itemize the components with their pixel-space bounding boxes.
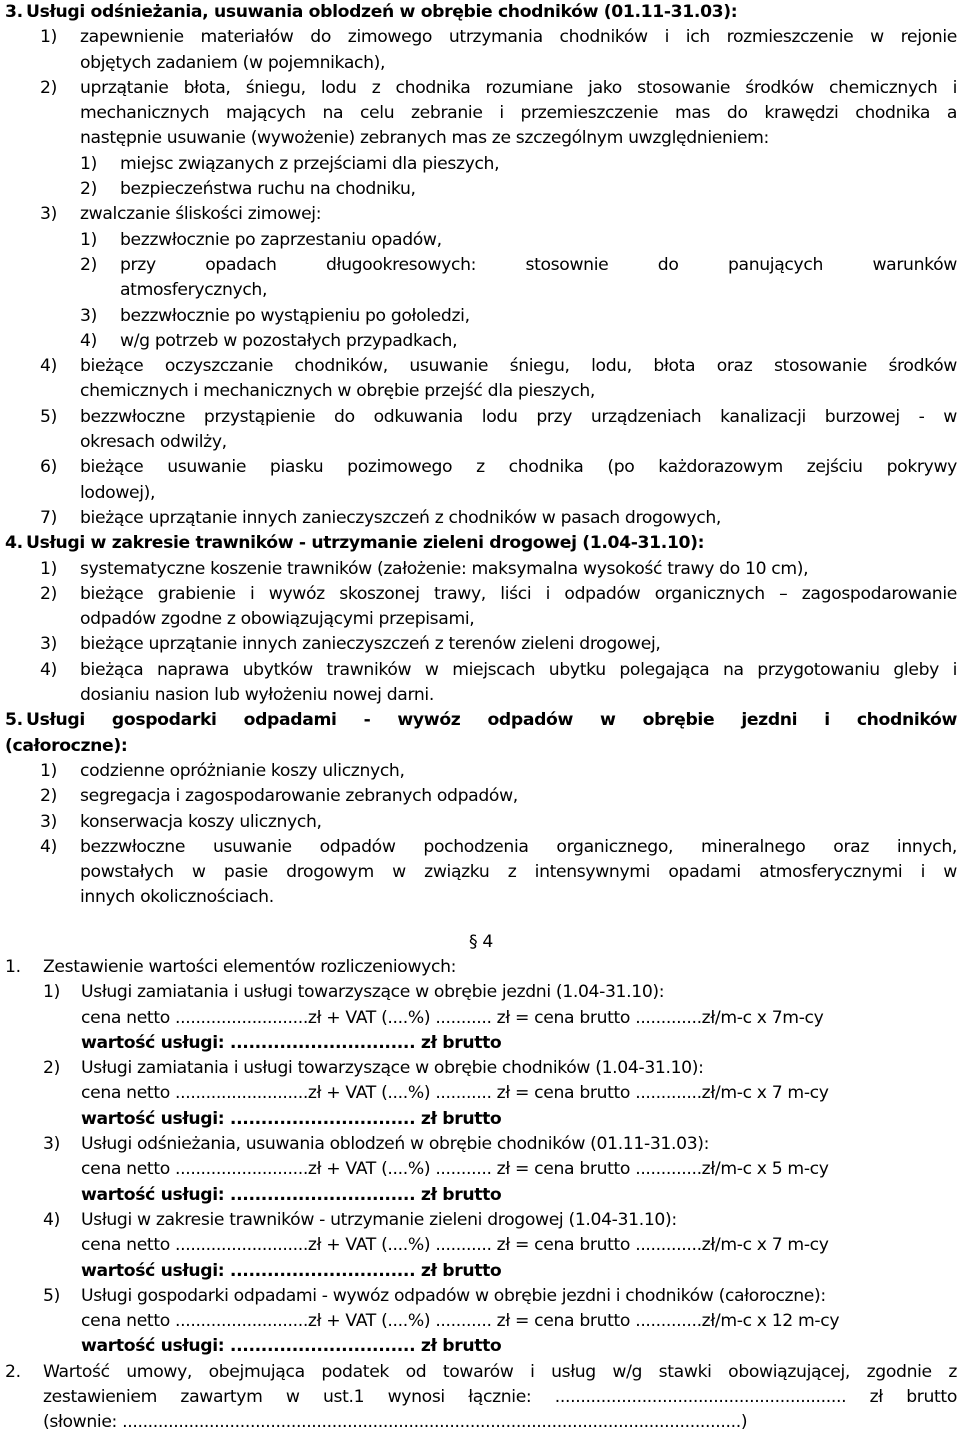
list-item-continuation: chemicznych i mechanicznych w obrębie przejść dla pieszych,	[80, 381, 595, 402]
list-item: 2) bieżące grabienie i wywóz skoszonej trawy, liści i odpadów organicznych – zagospodarowanie	[40, 583, 957, 604]
entry-price-line: cena netto ..........................zł + VAT (....%) ........... zł = cena brutto .............zł/m-c x 7m-cy	[81, 1007, 824, 1028]
point-1: 1. Zestawienie wartości elementów rozliczeniowych:	[5, 956, 457, 977]
section-title-continuation: (całoroczne):	[5, 735, 128, 756]
section-title: Usługi gospodarki odpadami - wywóz odpadów w obrębie jezdni i chodników	[26, 710, 957, 731]
list-item-continuation: innych okolicznościach.	[80, 887, 274, 908]
list-item: 7) bieżące uprzątanie innych zanieczyszczeń z chodników w pasach drogowych,	[40, 507, 721, 528]
list-item: 2) segregacja i zagospodarowanie zebranych odpadów,	[40, 786, 518, 807]
sub-list-item: 1) miejsc związanych z przejściami dla pieszych,	[80, 153, 500, 174]
sub-list-item: 4) w/g potrzeb w pozostałych przypadkach,	[80, 330, 458, 351]
list-item: 4) bieżąca naprawa ubytków trawników w miejscach ubytku polegająca na przygotowaniu gleby i	[40, 659, 957, 680]
list-item-continuation: odpadów zgodne z obowiązującymi przepisami,	[80, 609, 475, 630]
entry-title: 4) Usługi w zakresie trawników - utrzymanie zieleni drogowej (1.04-31.10):	[43, 1209, 677, 1230]
section-number: 4.	[5, 533, 23, 554]
settlement-entries	[5, 980, 957, 1359]
list-item: 2) uprzątanie błota, śniegu, lodu z chodnika rozumiane jako stosowanie środków chemicznych i	[40, 77, 957, 98]
section-title: Usługi w zakresie trawników - utrzymanie zieleni drogowej (1.04-31.10):	[26, 533, 705, 554]
list-item-continuation: okresach odwilży,	[80, 432, 227, 453]
list-item: 6) bieżące usuwanie piasku pozimowego z chodnika (po każdorazowym zejściu pokrywy	[40, 457, 957, 478]
entry-price-line: cena netto ..........................zł + VAT (....%) ........... zł = cena brutto .............zł/m-c x 7 m-cy	[81, 1235, 829, 1256]
point-2-continuation: zestawieniem zawartym w ust.1 wynosi łącznie: ......................................................... zł brutto	[43, 1387, 957, 1408]
sub-list-item: 1) bezzwłocznie po zaprzestaniu opadów,	[80, 229, 442, 250]
list-item: 1) codzienne opróżnianie koszy ulicznych,	[40, 760, 405, 781]
list-item-continuation: powstałych w pasie drogowym w związku z intensywnymi opadami atmosferycznymi i w	[80, 862, 957, 883]
section-title: Usługi odśnieżania, usuwania oblodzeń w obrębie chodników (01.11-31.03):	[26, 2, 738, 22]
section-number: 5.	[5, 710, 23, 731]
list-item-continuation: mechanicznych mających na celu zebranie i przemieszczenie mas do krawędzi chodnika a	[80, 103, 957, 124]
entry-value-line: wartość usługi: .............................. zł brutto	[81, 1260, 502, 1281]
entry-value-line: wartość usługi: .............................. zł brutto	[81, 1032, 502, 1053]
list-item: 4) bieżące oczyszczanie chodników, usuwanie śniegu, lodu, błota oraz stosowanie środków	[40, 356, 957, 377]
section-4-heading	[5, 531, 957, 556]
entry-title: 1) Usługi zamiatania i usługi towarzyszące w obrębie jezdni (1.04-31.10):	[43, 982, 665, 1003]
sub-list-item-continuation: atmosferycznych,	[120, 280, 268, 301]
entry-title: 2) Usługi zamiatania i usługi towarzyszące w obrębie chodników (1.04-31.10):	[43, 1058, 704, 1079]
paragraph-symbol: § 4	[469, 931, 493, 952]
list-item: 5) bezzwłoczne przystąpienie do odkuwania lodu przy urządzeniach kanalizacji burzowej - w	[40, 406, 957, 427]
list-item: 1) systematyczne koszenie trawników (założenie: maksymalna wysokość trawy do 10 cm),	[40, 558, 809, 579]
list-item: 3) bieżące uprzątanie innych zanieczyszczeń z terenów zieleni drogowej,	[40, 634, 661, 655]
list-item-continuation: dosianiu nasion lub wyłożeniu nowej darni.	[80, 685, 434, 706]
entry-value-line: wartość usługi: .............................. zł brutto	[81, 1108, 502, 1129]
sub-list-item: 2) przy opadach długookresowych: stosownie do panujących warunków	[80, 254, 957, 275]
list-item-continuation: lodowej),	[80, 482, 156, 503]
section-5-heading	[5, 708, 957, 733]
section-3-heading	[5, 0, 957, 25]
sub-list-item: 3) bezzwłocznie po wystąpieniu po gołoledzi,	[80, 305, 470, 326]
entry-title: 3) Usługi odśnieżania, usuwania oblodzeń w obrębie chodników (01.11-31.03):	[43, 1134, 710, 1155]
entry-value-line: wartość usługi: .............................. zł brutto	[81, 1336, 502, 1357]
section-number: 3.	[5, 2, 23, 22]
sub-list-item: 2) bezpieczeństwa ruchu na chodniku,	[80, 179, 416, 200]
list-item-continuation: następnie usuwanie (wywożenie) zebranych mas ze szczególnym uwzględnieniem:	[80, 128, 769, 149]
entry-price-line: cena netto ..........................zł + VAT (....%) ........... zł = cena brutto .............zł/m-c x 12 m-cy	[81, 1311, 840, 1332]
list-item: 3) konserwacja koszy ulicznych,	[40, 811, 322, 832]
point-2-continuation: (słownie: .........................................................................................................................)	[43, 1412, 748, 1433]
entry-value-line: wartość usługi: .............................. zł brutto	[81, 1184, 502, 1205]
entry-price-line: cena netto ..........................zł + VAT (....%) ........... zł = cena brutto .............zł/m-c x 7 m-cy	[81, 1083, 829, 1104]
entry-price-line: cena netto ..........................zł + VAT (....%) ........... zł = cena brutto .............zł/m-c x 5 m-cy	[81, 1159, 829, 1180]
list-item-continuation: objętych zadaniem (w pojemnikach),	[80, 52, 386, 73]
entry-title: 5) Usługi gospodarki odpadami - wywóz odpadów w obrębie jezdni i chodników (całoroczne):	[43, 1285, 826, 1306]
point-2: 2. Wartość umowy, obejmująca podatek od towarów i usług w/g stawki obowiązującej, zgodnie z	[5, 1361, 957, 1382]
list-item: 1) zapewnienie materiałów do zimowego utrzymania chodników i ich rozmieszczenie w rejonie	[40, 27, 957, 48]
list-item: 4) bezzwłoczne usuwanie odpadów pochodzenia organicznego, mineralnego oraz innych,	[40, 836, 957, 857]
list-item: 3) zwalczanie śliskości zimowej:	[40, 204, 322, 225]
